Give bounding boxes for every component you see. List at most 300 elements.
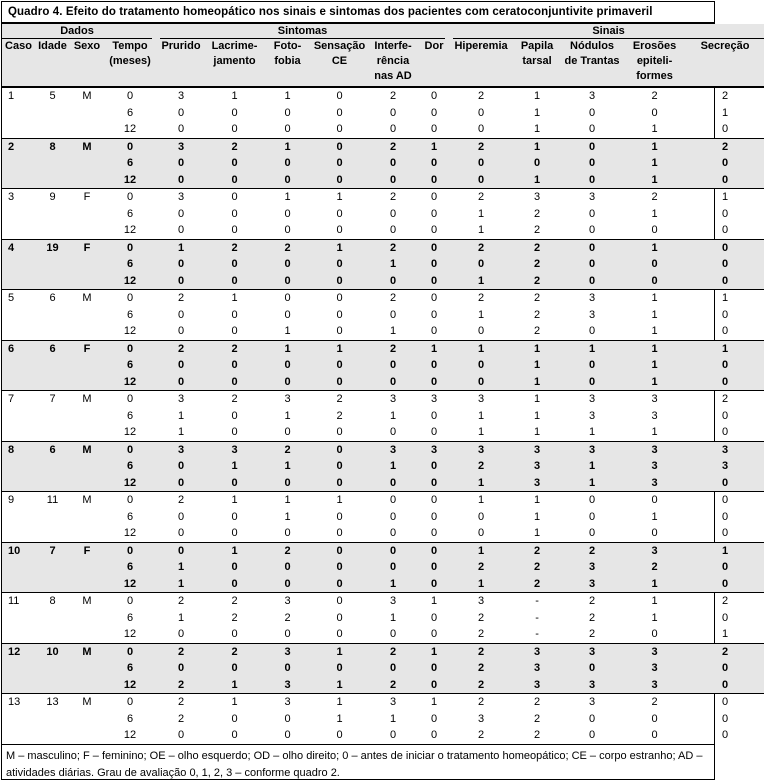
cell-score: 2 — [513, 559, 561, 576]
cell-sexo — [70, 677, 104, 694]
cell-sexo: M — [70, 492, 104, 509]
cell-score: 0 — [231, 729, 238, 741]
cell-score: 0 — [588, 207, 596, 220]
table-row — [2, 643, 764, 660]
cell-score: 1 — [651, 123, 658, 135]
cell-score: 2 — [156, 492, 206, 509]
cell-score: 1 — [156, 559, 206, 576]
cell-score: 0 — [686, 660, 764, 677]
table-row — [2, 559, 764, 576]
cell-score: 1 — [623, 576, 686, 593]
cell-score: 2 — [561, 593, 623, 610]
cell-score: 2 — [533, 308, 541, 321]
cell-score: 0 — [419, 189, 449, 206]
cell-score: 0 — [561, 239, 623, 256]
cell-sexo — [70, 323, 104, 340]
col-idade: Idade — [35, 39, 70, 87]
cell-score: 0 — [312, 458, 367, 475]
cell-score: 2 — [263, 239, 312, 256]
cell-idade: 19 — [35, 239, 70, 256]
cell-idade — [35, 273, 70, 290]
cell-score: 0 — [284, 123, 291, 135]
cell-sexo — [70, 155, 104, 172]
cell-score: 0 — [389, 123, 397, 135]
cell-caso — [2, 121, 35, 138]
cell-score: 0 — [231, 123, 238, 135]
cell-score: 0 — [206, 559, 263, 576]
cell-score: 1 — [651, 325, 658, 337]
cell-score: 3 — [561, 441, 623, 458]
cell-score: 2 — [231, 611, 238, 624]
cell-idade: 8 — [35, 138, 70, 155]
cell-score: 2 — [533, 207, 541, 220]
cell-tempo: 12 — [104, 576, 156, 593]
cell-score: 1 — [623, 593, 686, 610]
cell-caso — [2, 525, 35, 542]
cell-score: 1 — [419, 694, 449, 711]
cell-score: 0 — [206, 660, 263, 677]
cell-score: 0 — [561, 256, 623, 273]
cell-score: 1 — [686, 290, 764, 307]
cell-score: 0 — [177, 527, 185, 539]
cell-score: 2 — [367, 290, 419, 307]
cell-sexo — [70, 576, 104, 593]
cell-idade — [35, 121, 70, 138]
cell-score: 0 — [623, 273, 686, 290]
cell-score: 0 — [686, 374, 764, 391]
cell-score: 0 — [206, 172, 263, 189]
table-row — [2, 273, 764, 290]
cell-score: 1 — [312, 340, 367, 357]
cell-score: 3 — [513, 677, 561, 694]
cell-score: 1 — [449, 492, 513, 509]
cell-score: 0 — [686, 576, 764, 593]
cell-score: 3 — [156, 441, 206, 458]
cell-score: 0 — [651, 106, 658, 119]
cell-score: 0 — [686, 155, 764, 172]
cell-score: 1 — [419, 340, 449, 357]
cell-idade: 8 — [35, 593, 70, 610]
table-row — [2, 677, 764, 694]
cell-score: 0 — [336, 106, 343, 119]
cell-score: 1 — [561, 340, 623, 357]
table-row — [2, 239, 764, 256]
table-title: Quadro 4. Efeito do tratamento homeopático nos sinais e sintomas dos pacientes com ceratoconjuntivite primaveril — [2, 2, 714, 24]
cell-score: 3 — [623, 677, 686, 694]
cell-score: 0 — [206, 357, 263, 374]
cell-score: 0 — [561, 155, 623, 172]
cell-score: 1 — [263, 340, 312, 357]
cell-score: 0 — [588, 527, 596, 539]
cell-tempo: 6 — [126, 510, 134, 523]
cell-score: 0 — [231, 628, 238, 640]
cell-score: 2 — [156, 643, 206, 660]
cell-caso: 13 — [2, 694, 35, 711]
cell-score: 0 — [231, 207, 238, 220]
table-row — [2, 391, 764, 408]
cell-tempo: 6 — [126, 409, 134, 422]
cell-score: 0 — [177, 123, 185, 135]
table-row — [2, 492, 764, 509]
cell-score: 1 — [389, 325, 397, 337]
cell-score: 1 — [513, 172, 561, 189]
cell-score: 1 — [477, 308, 485, 321]
cell-score: 0 — [419, 357, 449, 374]
cell-caso: 8 — [2, 441, 35, 458]
cell-score: 0 — [686, 559, 764, 576]
cell-score: 0 — [263, 172, 312, 189]
cell-score: 0 — [336, 325, 343, 337]
cell-score: 1 — [721, 628, 729, 640]
cell-score: 1 — [561, 458, 623, 475]
cell-tempo: 0 — [104, 87, 156, 105]
cell-score: 0 — [477, 123, 485, 135]
cell-score: 1 — [513, 374, 561, 391]
cell-score: 3 — [588, 409, 596, 422]
cell-score: 0 — [312, 87, 367, 105]
cell-tempo: 12 — [104, 172, 156, 189]
cell-score: 0 — [367, 660, 419, 677]
cell-score: 2 — [477, 729, 485, 741]
cell-score: 0 — [177, 308, 185, 321]
cell-score: 2 — [623, 87, 686, 105]
cell-score: 0 — [561, 357, 623, 374]
cell-sexo — [70, 626, 104, 643]
cell-score: 1 — [206, 492, 263, 509]
cell-score: 2 — [367, 239, 419, 256]
cell-idade — [35, 525, 70, 542]
cell-tempo: 0 — [104, 340, 156, 357]
cell-score: 3 — [686, 458, 764, 475]
cell-score: 0 — [430, 409, 438, 422]
cell-score: 0 — [588, 325, 596, 337]
cell-score: 0 — [430, 527, 438, 539]
cell-score: 3 — [367, 593, 419, 610]
cell-score: 0 — [284, 712, 291, 725]
cell-score: 2 — [206, 643, 263, 660]
cell-idade — [35, 576, 70, 593]
cell-score: 2 — [156, 593, 206, 610]
cell-score: 2 — [449, 694, 513, 711]
cell-score: 0 — [156, 374, 206, 391]
cell-score: 2 — [336, 409, 343, 422]
table-row — [2, 323, 764, 340]
cell-score: 2 — [263, 441, 312, 458]
cell-score: 0 — [721, 409, 729, 422]
cell-score: 1 — [156, 239, 206, 256]
cell-score: 3 — [623, 391, 686, 408]
cell-score: 0 — [336, 628, 343, 640]
col-prurido: Prurido — [156, 39, 206, 87]
cell-caso — [2, 610, 35, 627]
cell-score: 3 — [367, 391, 419, 408]
table-row — [2, 155, 764, 172]
cell-score: 1 — [449, 340, 513, 357]
cell-score: 0 — [336, 426, 343, 438]
cell-score: 3 — [367, 694, 419, 711]
cell-score: 0 — [721, 611, 729, 624]
cell-score: 0 — [177, 510, 185, 523]
cell-caso — [2, 374, 35, 391]
cell-score: 0 — [430, 712, 438, 725]
table-row — [2, 727, 764, 744]
cell-score: 0 — [156, 458, 206, 475]
cell-caso: 6 — [2, 340, 35, 357]
cell-score: 2 — [588, 611, 596, 624]
cell-caso: 5 — [2, 290, 35, 307]
cell-idade — [35, 374, 70, 391]
cell-caso — [2, 273, 35, 290]
cell-score: 0 — [367, 374, 419, 391]
cell-score: 1 — [623, 374, 686, 391]
cell-score: 0 — [231, 712, 238, 725]
group-sintomas: Sintomas — [160, 24, 445, 39]
cell-score: 0 — [336, 611, 343, 624]
cell-caso: 3 — [2, 189, 35, 206]
cell-caso: 1 — [2, 87, 35, 105]
cell-score: 2 — [367, 138, 419, 155]
cell-caso — [2, 559, 35, 576]
cell-score: - — [513, 593, 561, 610]
cell-tempo: 12 — [104, 273, 156, 290]
cell-score: 1 — [312, 239, 367, 256]
cell-score: 1 — [389, 409, 397, 422]
cell-score: 1 — [513, 87, 561, 105]
cell-score: 2 — [156, 694, 206, 711]
cell-tempo: 12 — [123, 224, 137, 236]
cell-caso — [2, 677, 35, 694]
cell-score: 0 — [686, 256, 764, 273]
cell-score: 2 — [513, 256, 561, 273]
cell-score: 1 — [513, 138, 561, 155]
cell-score: 0 — [206, 273, 263, 290]
cell-score: 2 — [686, 643, 764, 660]
cell-score: 3 — [623, 441, 686, 458]
cell-score: 1 — [686, 189, 764, 206]
cell-score: 2 — [477, 628, 485, 640]
table-row — [2, 408, 764, 425]
cell-score: 3 — [513, 475, 561, 492]
cell-tempo: 0 — [104, 694, 156, 711]
cell-score: 1 — [263, 458, 312, 475]
cell-score: 0 — [623, 256, 686, 273]
cell-caso — [2, 155, 35, 172]
col-secrecao: Secreção — [686, 39, 764, 87]
cell-score: 0 — [367, 273, 419, 290]
cell-score: 0 — [367, 492, 419, 509]
table-row — [2, 357, 764, 374]
cell-score: 0 — [419, 660, 449, 677]
cell-score: 2 — [312, 391, 367, 408]
cell-score: 0 — [686, 273, 764, 290]
cell-idade: 13 — [35, 694, 70, 711]
cell-score: 0 — [284, 426, 291, 438]
cell-score: 0 — [561, 492, 623, 509]
cell-score: 0 — [206, 475, 263, 492]
cell-sexo — [70, 458, 104, 475]
cell-sexo — [70, 727, 104, 744]
cell-score: 0 — [561, 660, 623, 677]
cell-score: 3 — [156, 391, 206, 408]
cell-score: 0 — [312, 138, 367, 155]
cell-score: 0 — [588, 510, 596, 523]
cell-score: 1 — [477, 426, 485, 438]
cell-score: 2 — [561, 542, 623, 559]
cell-score: 0 — [389, 729, 397, 741]
cell-score: 0 — [336, 123, 343, 135]
cell-tempo: 0 — [104, 593, 156, 610]
cell-score: 0 — [312, 357, 367, 374]
cell-caso — [2, 711, 35, 728]
cell-score: 0 — [419, 559, 449, 576]
cell-score: 0 — [419, 475, 449, 492]
table-row — [2, 307, 764, 324]
cell-score: 0 — [177, 628, 185, 640]
cell-score: 1 — [419, 643, 449, 660]
cell-score: 0 — [367, 475, 419, 492]
table-row — [2, 711, 764, 728]
cell-tempo: 12 — [123, 628, 137, 640]
cell-score: 0 — [206, 576, 263, 593]
col-sensacao-ce: Sensação CE — [312, 39, 367, 87]
cell-score: 0 — [312, 475, 367, 492]
cell-sexo — [70, 559, 104, 576]
cell-score: 3 — [263, 694, 312, 711]
cell-sexo: F — [70, 340, 104, 357]
cell-score: 0 — [419, 273, 449, 290]
table-frame — [1, 1, 750, 780]
cell-score: 2 — [449, 458, 513, 475]
cell-score: 2 — [156, 290, 206, 307]
table-row — [2, 593, 764, 610]
table-row — [2, 542, 764, 559]
cell-caso — [2, 475, 35, 492]
cell-tempo: 6 — [104, 458, 156, 475]
table-row — [2, 105, 764, 122]
cell-tempo: 6 — [126, 712, 134, 725]
table-row — [2, 458, 764, 475]
cell-score: 1 — [419, 593, 449, 610]
cell-score: 0 — [156, 273, 206, 290]
cell-score: 0 — [419, 239, 449, 256]
cell-score: 3 — [367, 441, 419, 458]
cell-idade: 7 — [35, 542, 70, 559]
cell-sexo — [70, 374, 104, 391]
col-erosoes: Erosões epiteli- formes — [623, 39, 686, 87]
cell-score: 2 — [513, 239, 561, 256]
cell-score: 0 — [651, 729, 658, 741]
cell-idade: 6 — [35, 441, 70, 458]
cell-score: 1 — [206, 87, 263, 105]
cell-caso: 10 — [2, 542, 35, 559]
table-row — [2, 256, 764, 273]
cell-sexo: F — [70, 189, 104, 206]
cell-score: 0 — [263, 256, 312, 273]
cell-tempo: 12 — [123, 123, 137, 135]
cell-idade — [35, 408, 70, 425]
cell-tempo: 0 — [104, 239, 156, 256]
cell-score: 3 — [449, 441, 513, 458]
cell-score: 0 — [263, 475, 312, 492]
cell-caso: 4 — [2, 239, 35, 256]
cell-score: 0 — [561, 172, 623, 189]
cell-score: 0 — [588, 712, 596, 725]
cell-score: 2 — [156, 677, 206, 694]
cell-tempo: 6 — [104, 357, 156, 374]
cell-score: 0 — [721, 729, 729, 741]
cell-score: 0 — [231, 308, 238, 321]
cell-score: 2 — [513, 542, 561, 559]
cell-score: 1 — [533, 409, 541, 422]
cell-score: 0 — [206, 155, 263, 172]
cell-score: 0 — [367, 172, 419, 189]
cell-sexo — [70, 206, 104, 223]
cell-sexo — [70, 424, 104, 441]
cell-score: 0 — [430, 611, 438, 624]
cell-score: 2 — [449, 138, 513, 155]
cell-tempo: 6 — [104, 660, 156, 677]
cell-score: 3 — [513, 643, 561, 660]
cell-score: 1 — [206, 290, 263, 307]
cell-caso — [2, 357, 35, 374]
table-row — [2, 138, 764, 155]
cell-score: 0 — [419, 374, 449, 391]
cell-score: 0 — [561, 138, 623, 155]
cell-score: 1 — [177, 409, 185, 422]
table-row — [2, 172, 764, 189]
cell-tempo: 12 — [123, 729, 137, 741]
cell-score: 0 — [430, 729, 438, 741]
cell-score: 0 — [336, 224, 343, 236]
cell-score: 0 — [156, 660, 206, 677]
cell-sexo — [70, 172, 104, 189]
cell-score: 1 — [686, 542, 764, 559]
cell-tempo: 0 — [104, 441, 156, 458]
cell-sexo: M — [70, 391, 104, 408]
cell-score: 0 — [367, 155, 419, 172]
cell-score: 0 — [588, 106, 596, 119]
cell-score: 0 — [389, 224, 397, 236]
cell-caso — [2, 424, 35, 441]
cell-score: 1 — [651, 510, 658, 523]
cell-idade — [35, 458, 70, 475]
cell-score: 0 — [419, 290, 449, 307]
cell-score: 3 — [623, 475, 686, 492]
cell-score: 1 — [623, 357, 686, 374]
cell-idade — [35, 105, 70, 122]
cell-score: 1 — [263, 492, 312, 509]
cell-score: 0 — [263, 660, 312, 677]
cell-score: 0 — [623, 492, 686, 509]
cell-score: 1 — [312, 677, 367, 694]
cell-score: 3 — [651, 409, 658, 422]
cell-score: 0 — [336, 729, 343, 741]
cell-score: 0 — [651, 712, 658, 725]
cell-score: 0 — [263, 155, 312, 172]
cell-score: 0 — [389, 628, 397, 640]
cell-score: 1 — [312, 694, 367, 711]
cell-score: 1 — [561, 475, 623, 492]
cell-score: 2 — [206, 391, 263, 408]
cell-sexo: M — [70, 138, 104, 155]
cell-score: 0 — [231, 224, 238, 236]
col-sexo: Sexo — [70, 39, 104, 87]
cell-sexo — [70, 222, 104, 239]
cell-score: 0 — [312, 542, 367, 559]
cell-score: 0 — [588, 729, 596, 741]
cell-caso — [2, 206, 35, 223]
cell-score: 0 — [284, 628, 291, 640]
